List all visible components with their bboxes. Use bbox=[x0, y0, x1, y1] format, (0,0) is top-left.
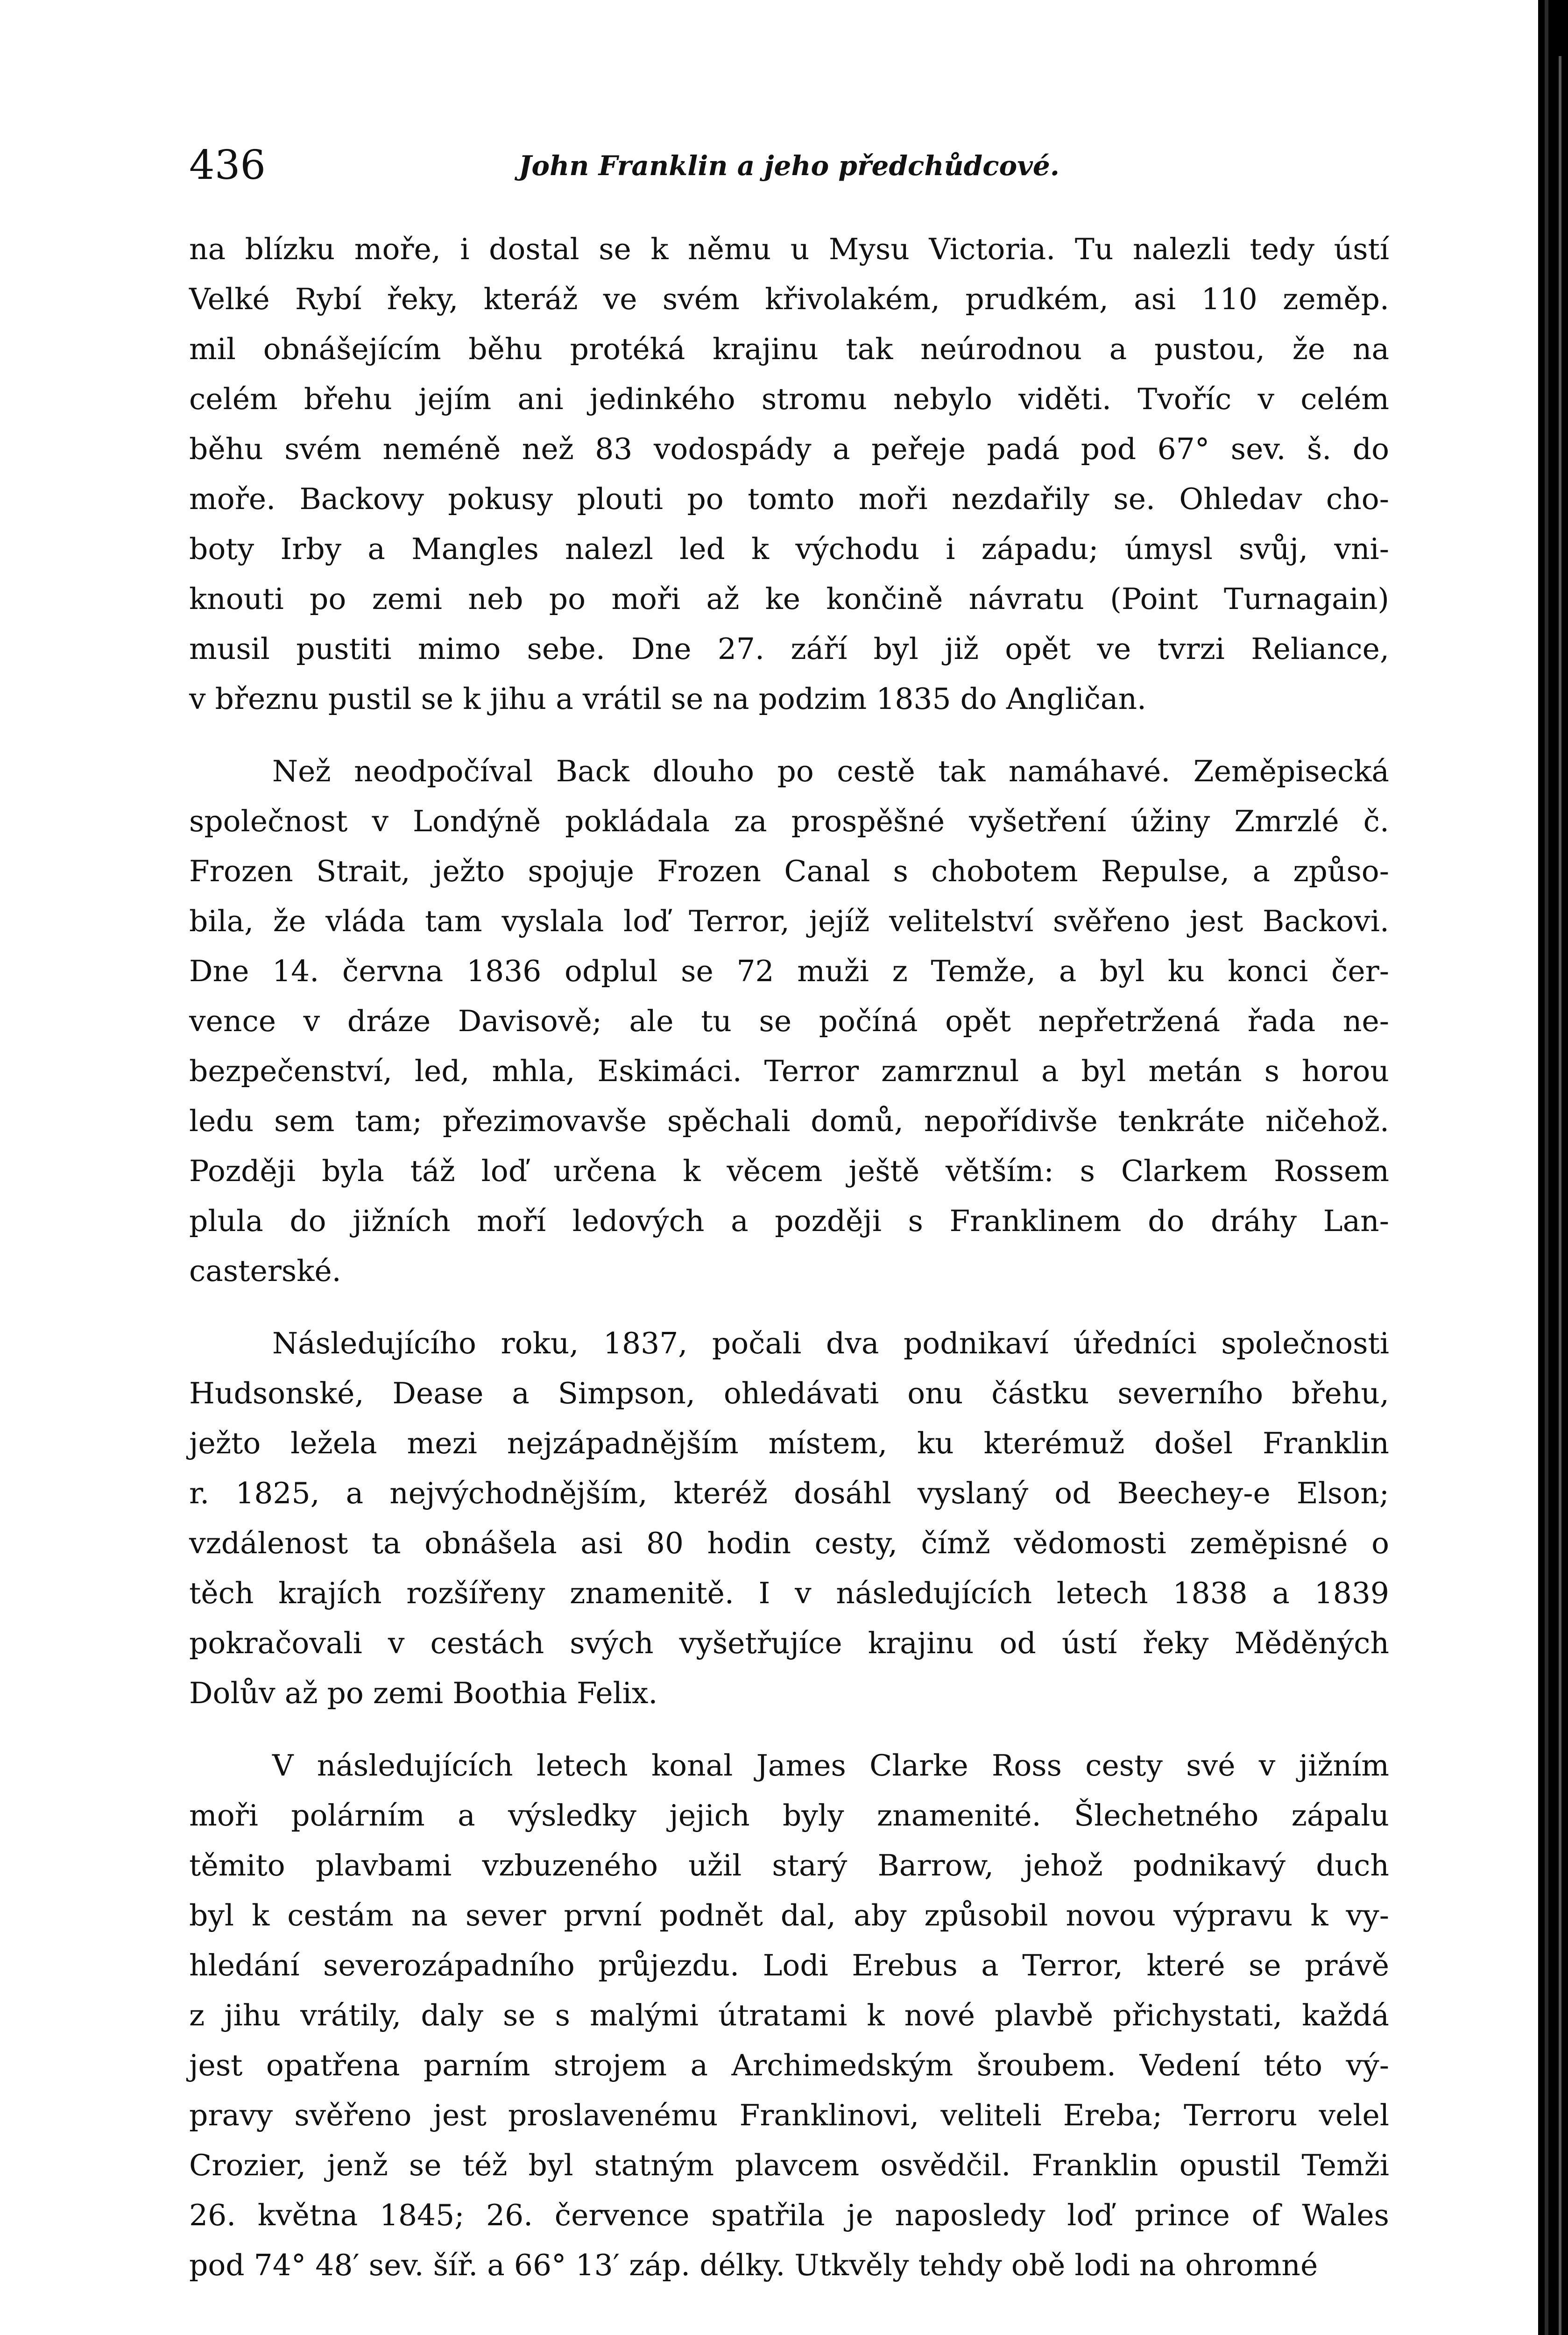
text-line: z jihu vrátily, daly se s malými útratami k nové plavbě přichystati, každá bbox=[189, 1998, 1389, 2032]
text-line: plula do jižních moří ledových a později s Franklinem do dráhy Lan- bbox=[189, 1204, 1389, 1238]
text-line: hledání severozápadního průjezdu. Lodi Erebus a Terror, které se právě bbox=[189, 1948, 1389, 1982]
text-line: Velké Rybí řeky, kteráž ve svém křivolakém, prudkém, asi 110 zeměp. bbox=[189, 282, 1389, 316]
text-line: na blízku moře, i dostal se k němu u Mysu Victoria. Tu nalezli tedy ústí bbox=[189, 232, 1389, 266]
text-line: jest opatřena parním strojem a Archimedským šroubem. Vedení této vý- bbox=[189, 2048, 1389, 2082]
paragraph-4 bbox=[189, 1741, 1389, 2290]
text-line: Dolův až po zemi Boothia Felix. bbox=[189, 1676, 658, 1710]
text-line: pravy svěřeno jest proslavenému Franklinovi, veliteli Ereba; Terroru velel bbox=[189, 2098, 1389, 2132]
text-line: pokračovali v cestách svých vyšetřujíce krajinu od ústí řeky Měděných bbox=[189, 1626, 1389, 1660]
page-number: 436 bbox=[189, 142, 266, 189]
text-line: ledu sem tam; přezimovavše spěchali domů, nepořídivše tenkráte ničehož. bbox=[189, 1104, 1389, 1138]
text-line: Následujícího roku, 1837, počali dva podnikaví úředníci společnosti bbox=[272, 1326, 1389, 1360]
text-line: Než neodpočíval Back dlouho po cestě tak namáhavé. Zeměpisecká bbox=[272, 754, 1389, 788]
text-line: těch krajích rozšířeny znamenitě. I v následujících letech 1838 a 1839 bbox=[189, 1576, 1389, 1610]
text-line: Hudsonské, Dease a Simpson, ohledávati onu částku severního břehu, bbox=[189, 1376, 1389, 1410]
text-line: mil obnášejícím běhu protéká krajinu tak neúrodnou a pustou, že na bbox=[189, 332, 1389, 366]
text-line: Později byla táž loď určena k věcem ještě větším: s Clarkem Rossem bbox=[189, 1154, 1389, 1188]
text-line: moři polárním a výsledky jejich byly znamenité. Šlechetného zápalu bbox=[189, 1798, 1389, 1833]
paragraph-3 bbox=[189, 1318, 1389, 1718]
text-line: moře. Backovy pokusy plouti po tomto moři nezdařily se. Ohledav cho- bbox=[189, 482, 1389, 516]
text-line: boty Irby a Mangles nalezl led k východu i západu; úmysl svůj, vni- bbox=[189, 532, 1389, 566]
text-line: těmito plavbami vzbuzeného užil starý Barrow, jehož podnikavý duch bbox=[189, 1848, 1389, 1882]
paragraph-2 bbox=[189, 746, 1389, 1296]
text-line: knouti po zemi neb po moři až ke končině návratu (Point Turnagain) bbox=[189, 582, 1389, 616]
page-edge-shadow bbox=[1559, 56, 1561, 2335]
text-line: ježto ležela mezi nejzápadnějším místem, ku kterémuž došel Franklin bbox=[189, 1426, 1389, 1460]
text-line: vzdálenost ta obnášela asi 80 hodin cesty, čímž vědomosti zeměpisné o bbox=[189, 1526, 1389, 1560]
text-line: byl k cestám na sever první podnět dal, aby způsobil novou výpravu k vy- bbox=[189, 1898, 1389, 1932]
page-edge bbox=[1545, 0, 1548, 2335]
text-line: pod 74° 48′ sev. šíř. a 66° 13′ záp. délky. Utkvěly tehdy obě lodi na ohromné bbox=[189, 2248, 1318, 2282]
text-line: casterské. bbox=[189, 1254, 341, 1288]
body-text bbox=[189, 224, 1389, 2290]
text-line: 26. května 1845; 26. července spatřila je naposledy loď prince of Wales bbox=[189, 2198, 1389, 2232]
text-line: V následujících letech konal James Clarke Ross cesty své v jižním bbox=[272, 1748, 1389, 1783]
text-line: v březnu pustil se k jihu a vrátil se na podzim 1835 do Angličan. bbox=[189, 682, 1147, 716]
text-line: bila, že vláda tam vyslala loď Terror, jejíž velitelství svěřeno jest Backovi. bbox=[189, 904, 1389, 938]
text-line: r. 1825, a nejvýchodnějším, kteréž dosáhl vyslaný od Beechey-e Elson; bbox=[189, 1476, 1389, 1510]
text-line: běhu svém neméně než 83 vodospády a peřeje padá pod 67° sev. š. do bbox=[189, 432, 1389, 466]
text-line: celém břehu jejím ani jedinkého stromu nebylo viděti. Tvoříc v celém bbox=[189, 382, 1389, 416]
text-line: vence v dráze Davisově; ale tu se počíná opět nepřetržená řada ne- bbox=[189, 1004, 1389, 1038]
text-line: musil pustiti mimo sebe. Dne 27. září byl již opět ve tvrzi Reliance, bbox=[189, 632, 1389, 666]
text-line: bezpečenství, led, mhla, Eskimáci. Terror zamrznul a byl metán s horou bbox=[189, 1054, 1389, 1088]
text-line: společnost v Londýně pokládala za prospěšné vyšetření úžiny Zmrzlé č. bbox=[189, 804, 1389, 838]
page-header bbox=[189, 135, 1389, 196]
text-line: Frozen Strait, ježto spojuje Frozen Canal s chobotem Repulse, a způso- bbox=[189, 854, 1389, 888]
paragraph-1 bbox=[189, 224, 1389, 724]
text-line: Dne 14. června 1836 odplul se 72 muži z Temže, a byl ku konci čer- bbox=[189, 954, 1389, 988]
text-line: Crozier, jenž se též byl statným plavcem osvědčil. Franklin opustil Temži bbox=[189, 2148, 1389, 2182]
running-head: John Franklin a jeho předchůdcové. bbox=[518, 150, 1060, 182]
